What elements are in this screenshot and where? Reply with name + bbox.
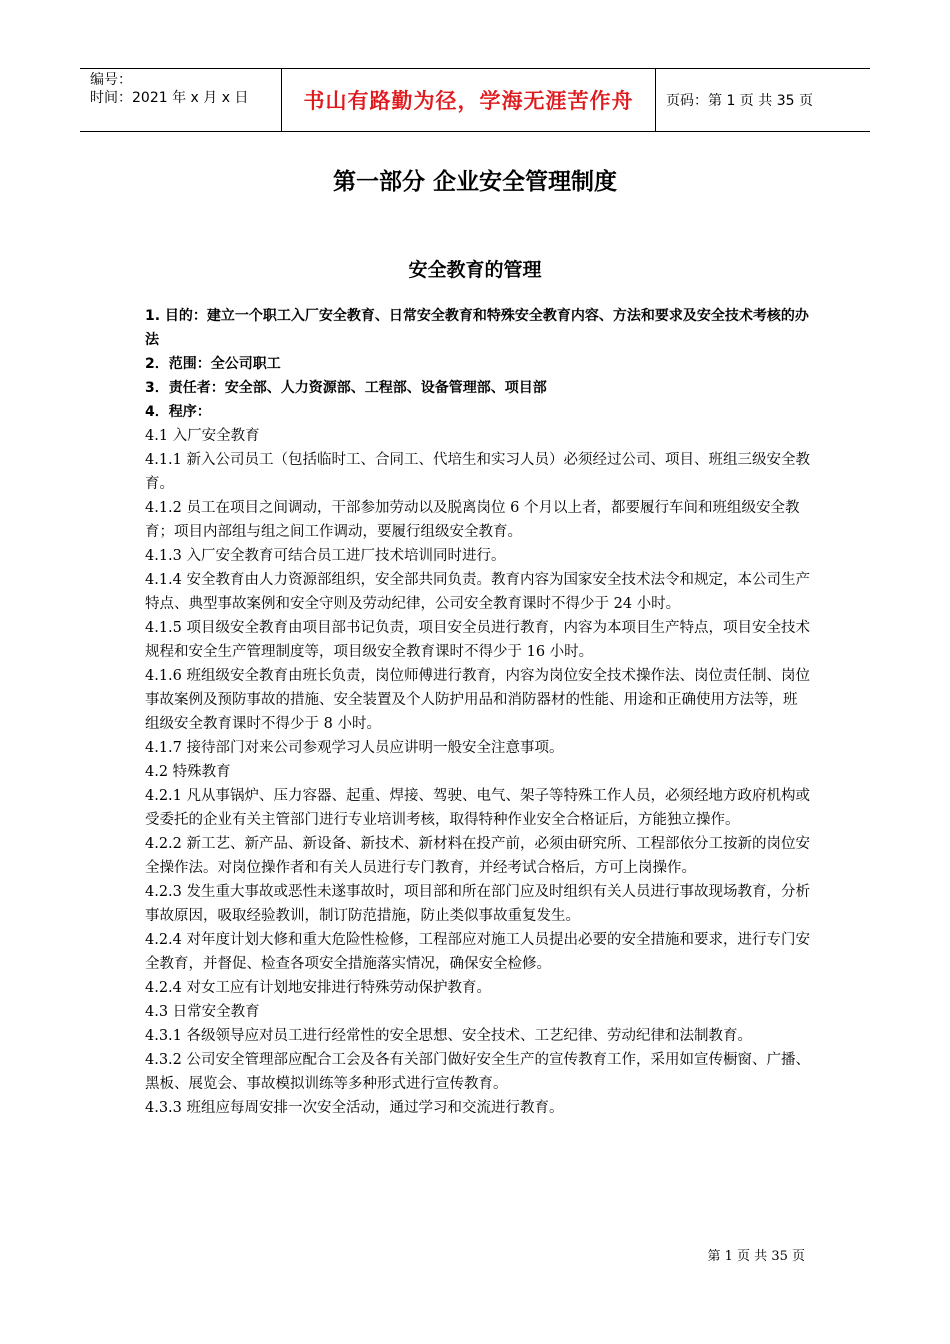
document-body	[145, 304, 810, 1120]
paragraph: 4.3.2 公司安全管理部应配合工会及各有关部门做好安全生产的宣传教育工作，采用如宣传橱窗、广播、黑板、展览会、事故模拟训练等多种形式进行宣传教育。	[145, 1052, 810, 1092]
number-label: 编号：	[90, 72, 132, 88]
header-info-cell	[80, 69, 282, 131]
page-label: 页码：第 1 页 共 35 页	[666, 93, 813, 109]
paragraph: 4.2.4 对女工应有计划地安排进行特殊劳动保护教育。	[145, 980, 492, 996]
section-title: 安全教育的管理	[408, 259, 542, 281]
paragraph: 4.1.1 新入公司员工（包括临时工、合同工、代培生和实习人员）必须经过公司、项目、班组三级安全教育。	[145, 452, 810, 492]
paragraph: 4.1.6 班组级安全教育由班长负责，岗位师傅进行教育，内容为岗位安全技术操作法、岗位责任制、岗位事故案例及预防事故的措施、安全装置及个人防护用品和消防器材的性能、用途和正确使用方法等，班组级安全教育课时不得少于 8 小时。	[145, 668, 810, 732]
page-footer: 第 1 页 共 35 页	[707, 1249, 805, 1264]
paragraph: 1. 目的：建立一个职工入厂安全教育、日常安全教育和特殊安全教育内容、方法和要求及安全技术考核的办法	[145, 308, 809, 348]
paragraph: 4.1.3 入厂安全教育可结合员工进厂技术培训同时进行。	[145, 548, 506, 564]
paragraph: 4.1.7 接待部门对来公司参观学习人员应讲明一般安全注意事项。	[145, 740, 564, 756]
paragraph: 4.3.1 各级领导应对员工进行经常性的安全思想、安全技术、工艺纪律、劳动纪律和法制教育。	[145, 1028, 752, 1044]
paragraph: 4.3 日常安全教育	[145, 1004, 260, 1020]
motto-text: 书山有路勤为径，学海无涯苦作舟	[303, 89, 634, 113]
paragraph: 4.1.5 项目级安全教育由项目部书记负责，项目安全员进行教育，内容为本项目生产特点，项目安全技术规程和安全生产管理制度等，项目级安全教育课时不得少于 16 小时。	[145, 620, 810, 660]
document-title: 第一部分 企业安全管理制度	[332, 169, 617, 195]
paragraph: 4.1 入厂安全教育	[145, 428, 260, 444]
date-label: 时间：2021 年 x 月 x 日	[90, 90, 249, 106]
paragraph: 4.3.3 班组应每周安排一次安全活动，通过学习和交流进行教育。	[145, 1100, 564, 1116]
paragraph: 4.2.2 新工艺、新产品、新设备、新技术、新材料在投产前，必须由研究所、工程部依分工按新的岗位安全操作法。对岗位操作者和有关人员进行专门教育，并经考试合格后，方可上岗操作。	[145, 836, 810, 876]
paragraph: 4.1.2 员工在项目之间调动，干部参加劳动以及脱离岗位 6 个月以上者，都要履行车间和班组级安全教育；项目内部组与组之间工作调动，要履行组级安全教育。	[145, 500, 800, 540]
paragraph: 4.2.3 发生重大事故或恶性未遂事故时，项目部和所在部门应及时组织有关人员进行事故现场教育，分析事故原因，吸取经验教训，制订防范措施，防止类似事故重复发生。	[145, 884, 810, 924]
paragraph: 4.1.4 安全教育由人力资源部组织，安全部共同负责。教育内容为国家安全技术法令和规定，本公司生产特点、典型事故案例和安全守则及劳动纪律，公司安全教育课时不得少于 24 小时。	[145, 572, 810, 612]
header-page-cell	[656, 69, 870, 131]
paragraph: 4.2.1 凡从事锅炉、压力容器、起重、焊接、驾驶、电气、架子等特殊工作人员，必须经地方政府机构或受委托的企业有关主管部门进行专业培训考核，取得特种作业安全合格证后，方能独立操作。	[145, 788, 810, 828]
paragraph: 2．范围：全公司职工	[145, 356, 281, 372]
paragraph: 3．责任者：安全部、人力资源部、工程部、设备管理部、项目部	[145, 380, 547, 396]
header-motto-cell	[282, 69, 656, 131]
paragraph: 4.2 特殊教育	[145, 764, 231, 780]
header-table	[80, 68, 870, 132]
paragraph: 4.2.4 对年度计划大修和重大危险性检修，工程部应对施工人员提出必要的安全措施和要求，进行专门安全教育，并督促、检查各项安全措施落实情况，确保安全检修。	[145, 932, 810, 972]
paragraph: 4．程序：	[145, 404, 211, 420]
